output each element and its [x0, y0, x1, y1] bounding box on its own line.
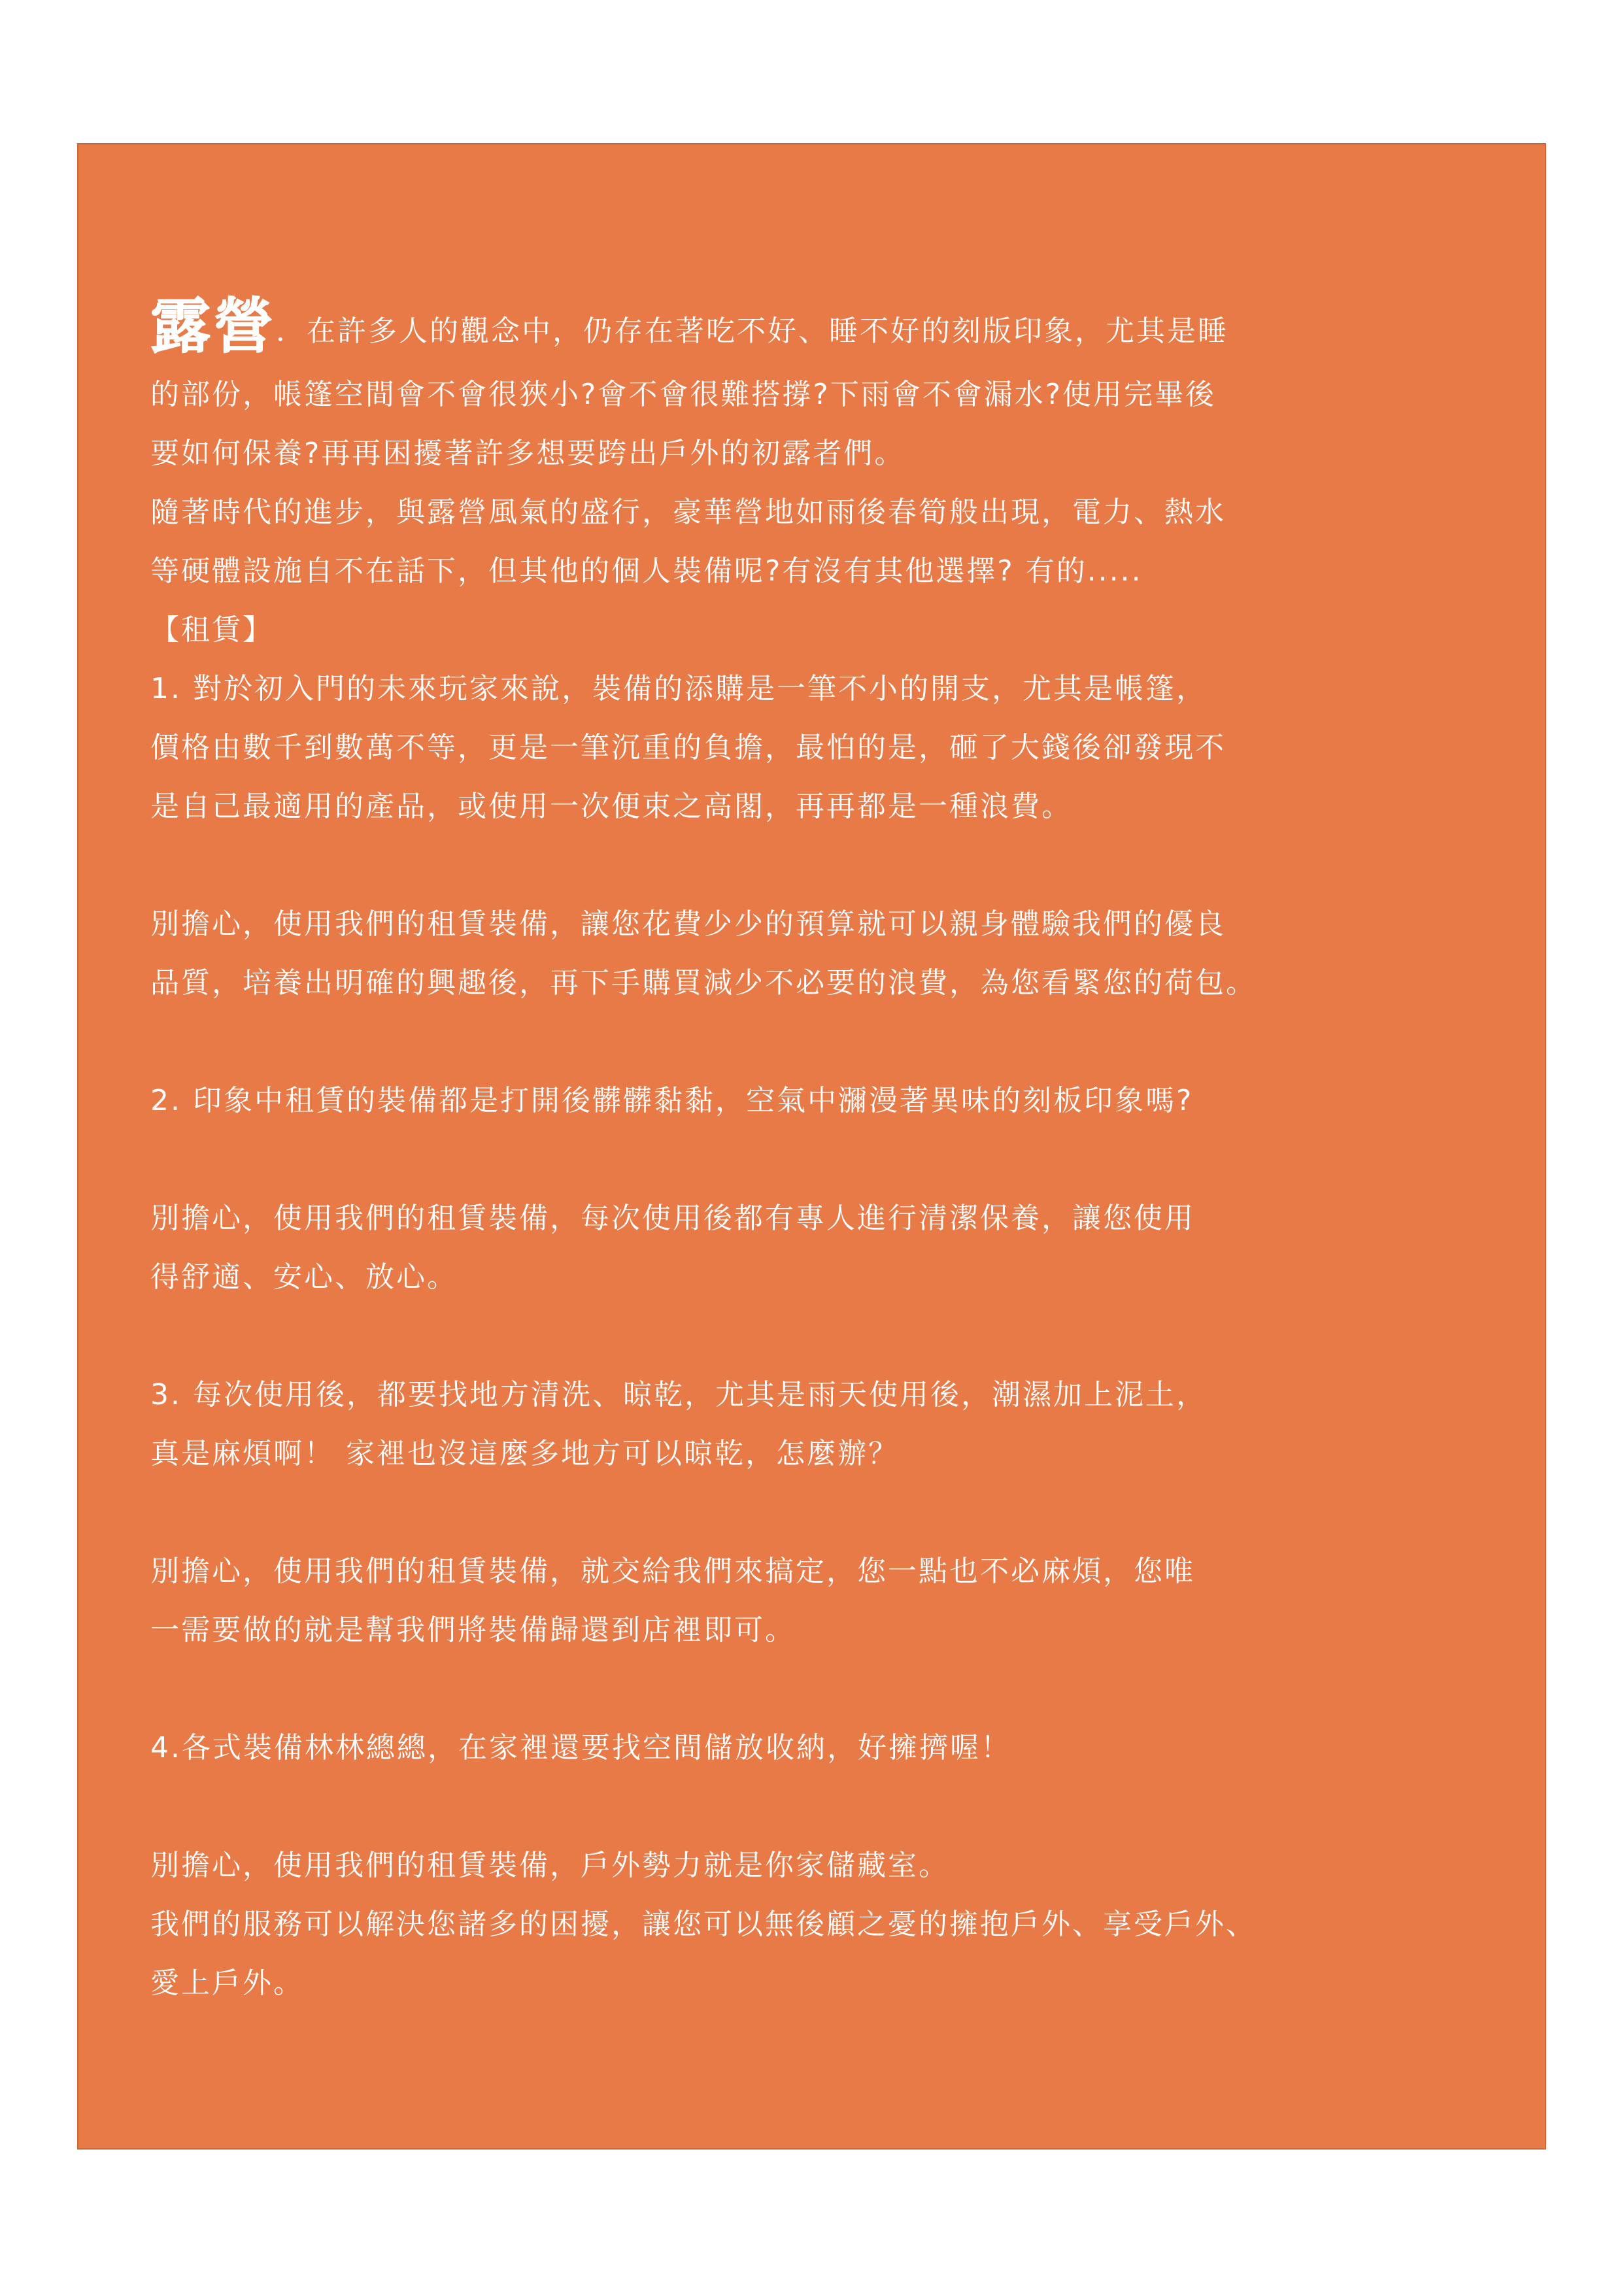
- intro-line: 要如何保養?再再困擾著許多想要跨出戶外的初露者們。: [150, 437, 905, 470]
- point-4-answer-line: 愛上戶外。: [150, 1966, 304, 2000]
- point-4-answer-line: 我們的服務可以解決您諸多的困擾，讓您可以無後顧之憂的擁抱戶外、享受戶外、: [150, 1908, 1257, 1941]
- point-3-line: 真是麻煩啊！ 家裡也沒這麼多地方可以晾乾，怎麼辦？: [150, 1437, 899, 1470]
- intro-text: ．在許多人的觀念中，仍存在著吃不好、睡不好的刻版印象，尤其是睡: [276, 314, 1229, 348]
- point-3-answer-line: 一需要做的就是幫我們將裝備歸還到店裡即可。: [150, 1613, 796, 1647]
- spacer: [150, 1778, 1510, 1836]
- intro-line: 的部份，帳篷空間會不會很狹小?會不會很難搭撐?下雨會不會漏水?使用完畢後: [150, 378, 1217, 411]
- intro-line: 隨著時代的進步，與露營風氣的盛行，豪華營地如雨後春筍般出現，電力、熱水: [150, 496, 1226, 529]
- point-1-line: 1. 對於初入門的未來玩家來說，裝備的添購是一筆不小的開支，尤其是帳篷，: [150, 672, 1207, 705]
- point-2-answer-line: 得舒適、安心、放心。: [150, 1260, 458, 1294]
- intro-line: 等硬體設施自不在話下，但其他的個人裝備呢?有沒有其他選擇? 有的.....: [150, 554, 1143, 588]
- section-heading: 【租賃】: [150, 613, 273, 647]
- document-body: [150, 288, 1510, 2013]
- document-title: 露營: [150, 292, 277, 362]
- point-2-line: 2. 印象中租賃的裝備都是打開後髒髒黏黏，空氣中瀰漫著異味的刻板印象嗎?: [150, 1084, 1194, 1117]
- point-1-line: 價格由數千到數萬不等，更是一筆沉重的負擔，最怕的是，砸了大錢後卻發現不: [150, 731, 1226, 764]
- point-4-line: 4.各式裝備林林總總，在家裡還要找空間儲放收納，好擁擠喔！: [150, 1731, 1011, 1764]
- point-1-line: 是自己最適用的產品，或使用一次便束之高閣，再再都是一種浪費。: [150, 790, 1072, 823]
- point-1-answer-line: 品質，培養出明確的興趣後，再下手購買減少不必要的浪費，為您看緊您的荷包。: [150, 966, 1257, 1000]
- spacer: [150, 836, 1510, 895]
- point-4-answer-line: 別擔心，使用我們的租賃裝備，戶外勢力就是你家儲藏室。: [150, 1849, 949, 1882]
- spacer: [150, 1130, 1510, 1189]
- point-3-line: 3. 每次使用後，都要找地方清洗、晾乾，尤其是雨天使用後，潮濕加上泥土，: [150, 1378, 1207, 1411]
- point-2-answer-line: 別擔心，使用我們的租賃裝備，每次使用後都有專人進行清潔保養，讓您使用: [150, 1202, 1195, 1235]
- spacer: [150, 1483, 1510, 1542]
- spacer: [150, 1660, 1510, 1719]
- point-3-answer-line: 別擔心，使用我們的租賃裝備，就交給我們來搞定，您一點也不必麻煩，您唯: [150, 1555, 1195, 1588]
- orange-panel: [77, 143, 1546, 2150]
- intro-first-line: [150, 288, 1510, 365]
- point-1-answer-line: 別擔心，使用我們的租賃裝備，讓您花費少少的預算就可以親身體驗我們的優良: [150, 907, 1226, 941]
- spacer: [150, 1013, 1510, 1071]
- spacer: [150, 1307, 1510, 1366]
